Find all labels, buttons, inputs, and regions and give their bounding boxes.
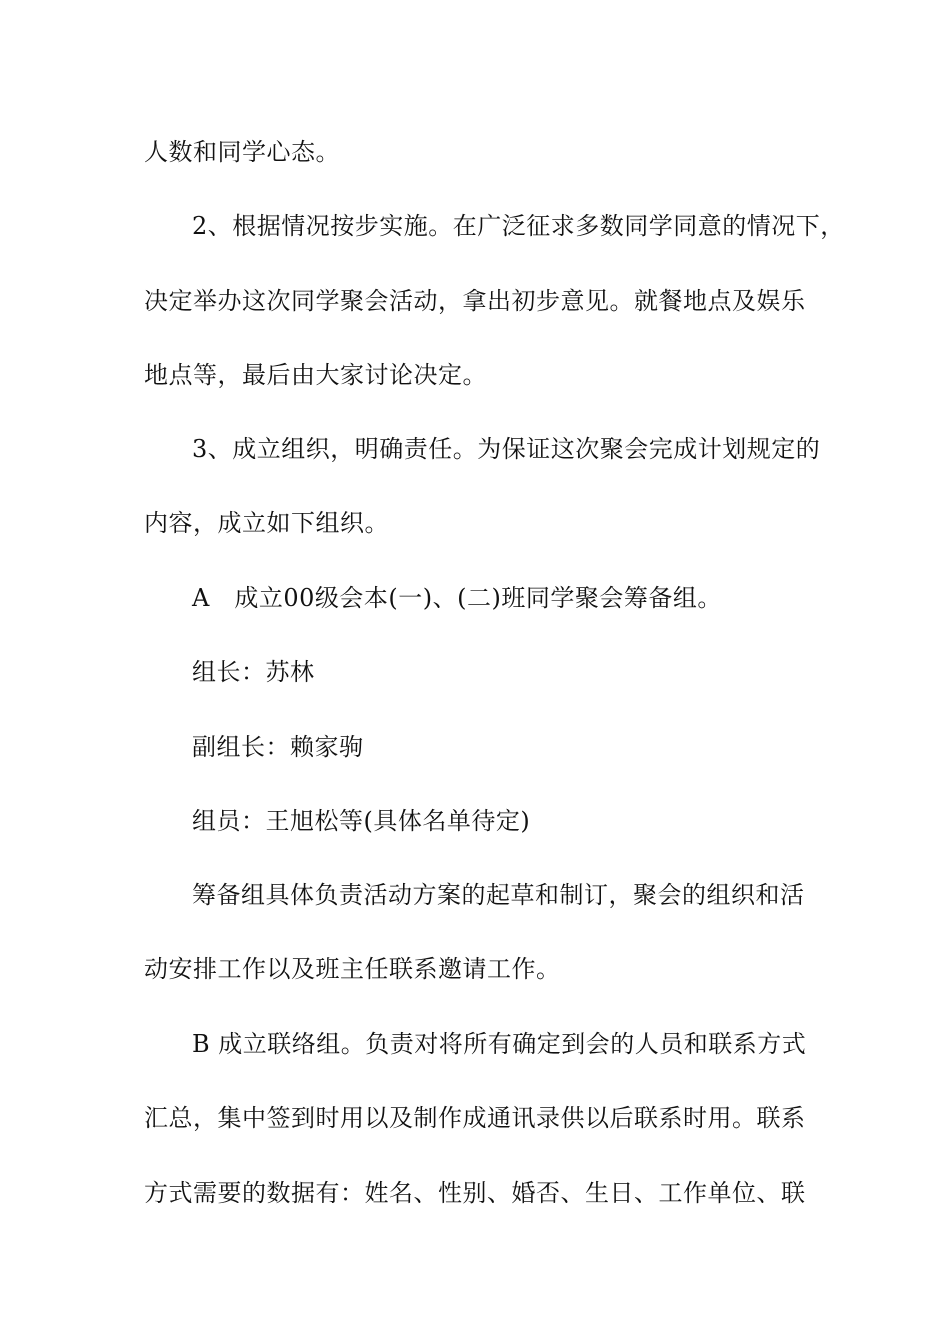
text-line-3: 决定举办这次同学聚会活动，拿出初步意见。就餐地点及娱乐 — [144, 287, 806, 315]
text-line-14: 汇总，集中签到时用以及制作成通讯录供以后联系时用。联系 — [144, 1104, 806, 1132]
text-line-7: A 成立00级会本(一)、(二)班同学聚会筹备组。 — [192, 584, 722, 612]
text-line-8: 组长：苏林 — [192, 658, 315, 686]
text-line-5: 3、成立组织，明确责任。为保证这次聚会完成计划规定的 — [192, 435, 821, 463]
text-line-6: 内容，成立如下组织。 — [144, 509, 389, 537]
text-line-10: 组员：王旭松等(具体名单待定) — [192, 807, 531, 835]
text-line-15: 方式需要的数据有：姓名、性别、婚否、生日、工作单位、联 — [144, 1179, 806, 1207]
text-line-1: 人数和同学心态。 — [144, 138, 340, 166]
text-line-12: 动安排工作以及班主任联系邀请工作。 — [144, 955, 561, 983]
text-line-4: 地点等，最后由大家讨论决定。 — [144, 361, 487, 389]
text-line-13: B 成立联络组。负责对将所有确定到会的人员和联系方式 — [192, 1030, 807, 1058]
text-line-2: 2、根据情况按步实施。在广泛征求多数同学同意的情况下， — [192, 212, 845, 240]
text-line-11: 筹备组具体负责活动方案的起草和制订，聚会的组织和活 — [192, 881, 805, 909]
text-line-9: 副组长：赖家驹 — [192, 733, 364, 761]
